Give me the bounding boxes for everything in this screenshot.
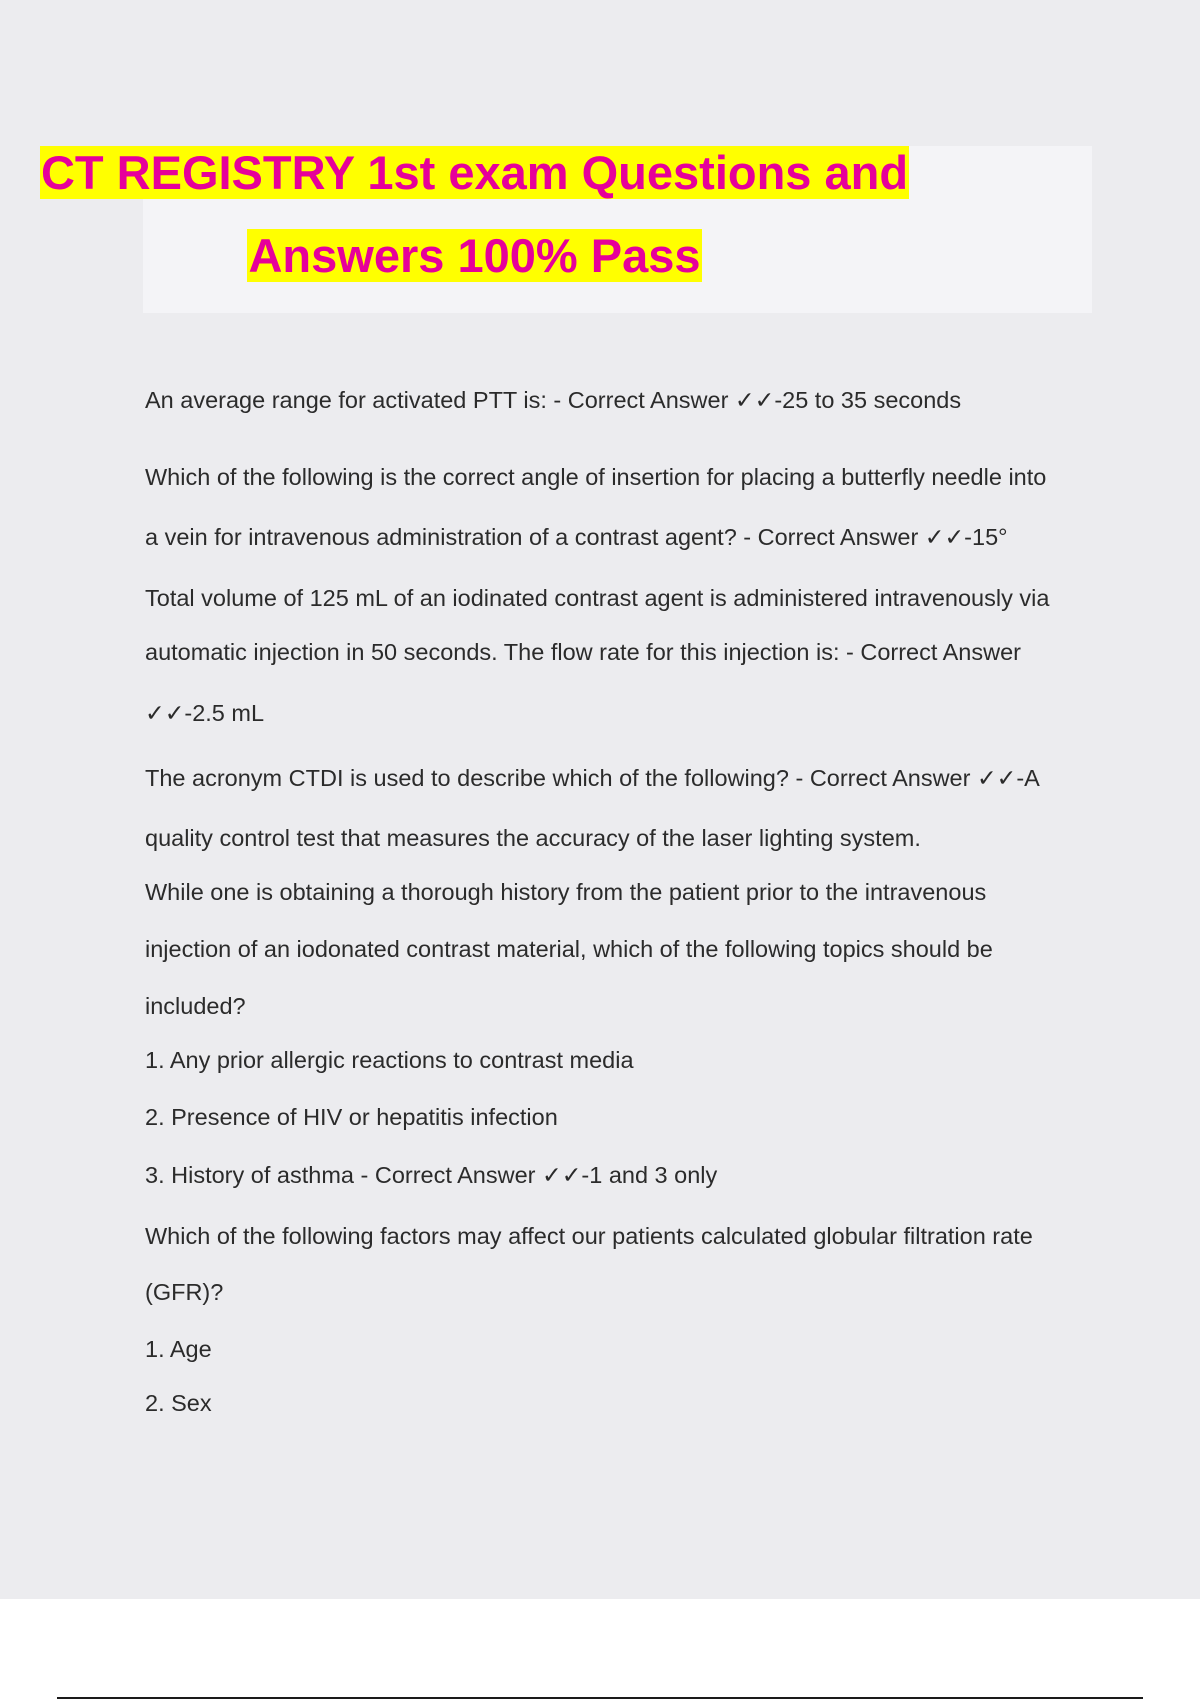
title-line-1-text: CT REGISTRY 1st exam Questions and bbox=[40, 146, 909, 199]
question-history-line-3: included? bbox=[145, 993, 246, 1019]
question-ctdi-line-2: quality control test that measures the accuracy of the laser lighting system. bbox=[145, 825, 921, 851]
list-item-age: 1. Age bbox=[145, 1336, 212, 1362]
question-flow-rate-line-2: automatic injection in 50 seconds. The flow rate for this injection is: - Correct Answer bbox=[145, 639, 1021, 665]
question-ptt: An average range for activated PTT is: - Correct Answer ✓✓-25 to 35 seconds bbox=[145, 387, 962, 413]
question-gfr-line-2: (GFR)? bbox=[145, 1279, 224, 1305]
list-item-hiv: 2. Presence of HIV or hepatitis infection bbox=[145, 1104, 558, 1130]
title-line-2 bbox=[0, 229, 949, 283]
question-history-line-1: While one is obtaining a thorough history from the patient prior to the intravenous bbox=[145, 879, 987, 905]
list-item-allergic: 1. Any prior allergic reactions to contrast media bbox=[145, 1047, 634, 1073]
list-item-asthma: 3. History of asthma - Correct Answer ✓✓-1 and 3 only bbox=[145, 1162, 718, 1188]
question-gfr-line-1: Which of the following factors may affect our patients calculated globular filtration rate bbox=[145, 1223, 1033, 1249]
question-history-line-2: injection of an iodonated contrast material, which of the following topics should be bbox=[145, 936, 993, 962]
question-flow-rate-line-3: ✓✓-2.5 mL bbox=[145, 700, 265, 726]
question-butterfly-line-2: a vein for intravenous administration of a contrast agent? - Correct Answer ✓✓-15° bbox=[145, 524, 1008, 550]
footer-divider bbox=[57, 1697, 1143, 1699]
list-item-sex: 2. Sex bbox=[145, 1390, 212, 1416]
question-butterfly-line-1: Which of the following is the correct angle of insertion for placing a butterfly needle into bbox=[145, 464, 1047, 490]
question-flow-rate-line-1: Total volume of 125 mL of an iodinated contrast agent is administered intravenously via bbox=[145, 585, 1050, 611]
title-line-1 bbox=[0, 146, 949, 200]
question-ctdi-line-1: The acronym CTDI is used to describe which of the following? - Correct Answer ✓✓-A bbox=[145, 765, 1040, 791]
title-line-2-text: Answers 100% Pass bbox=[248, 229, 701, 282]
